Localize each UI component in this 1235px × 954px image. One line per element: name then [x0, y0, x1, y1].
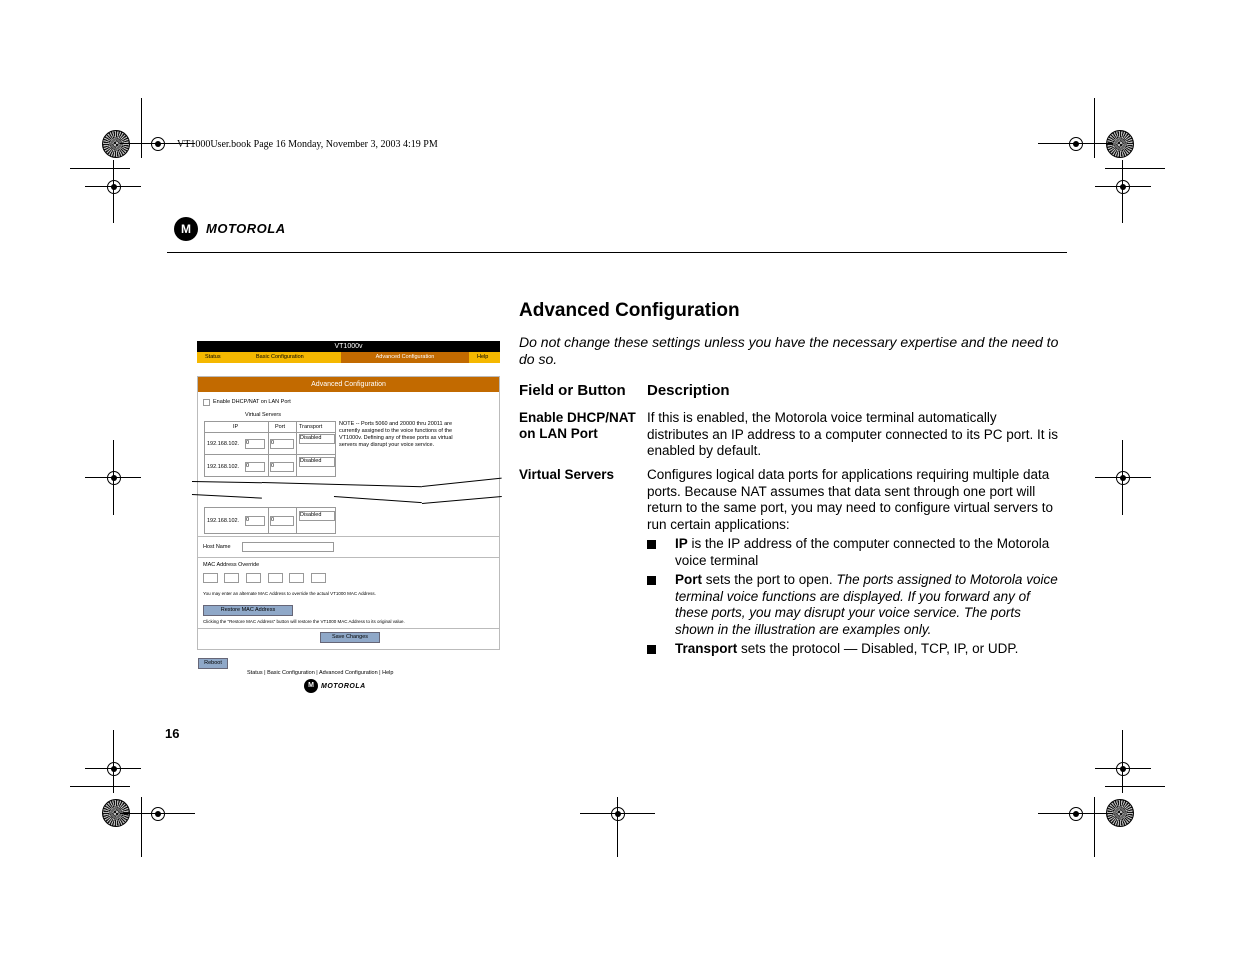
restore-help-text: Clicking the "Restore MAC Address" button will restore the VT1000 MAC Address to its original value. [203, 619, 405, 624]
ip-prefix: 192.168.102. [207, 441, 240, 447]
transport-select[interactable]: Disabled [299, 511, 335, 521]
device-title-bar: VT1000v [197, 341, 500, 352]
page-title: Advanced Configuration [519, 300, 740, 321]
panel-title: Advanced Configuration [198, 377, 499, 392]
port-input[interactable]: 0 [270, 462, 294, 472]
registration-mark-icon [1116, 471, 1130, 485]
header-divider [167, 252, 1067, 253]
ip-prefix: 192.168.102. [207, 518, 240, 524]
host-name-input[interactable] [242, 542, 334, 552]
col-ip: IP [233, 424, 239, 430]
host-name-label: Host Name [203, 544, 231, 550]
desc-enable-dhcp: If this is enabled, the Motorola voice terminal automatically distributes an IP address to a computer connected to its PC port. It is enabled by default. [647, 410, 1058, 458]
col-port: Port [275, 424, 286, 430]
book-header-line: VT1000User.book Page 16 Monday, November 3, 2003 4:19 PM [177, 139, 438, 150]
bullet-square-icon [647, 576, 656, 585]
registration-mark-icon [151, 137, 165, 151]
ip-input[interactable]: 0 [245, 439, 265, 449]
footer-links[interactable]: Status | Basic Configuration | Advanced Configuration | Help [247, 670, 394, 676]
registration-mark-icon [1116, 180, 1130, 194]
ip-input[interactable]: 0 [245, 516, 265, 526]
registration-mark-icon [107, 471, 121, 485]
transport-select[interactable]: Disabled [299, 457, 335, 467]
footer-brand: MOTOROLA [321, 683, 366, 690]
nav-help[interactable]: Help [477, 354, 489, 360]
config-screenshot [197, 333, 500, 698]
dhcp-label: Enable DHCP/NAT on LAN Port [213, 399, 291, 405]
page-number: 16 [165, 726, 180, 741]
advanced-config-panel [197, 376, 500, 650]
dhcp-checkbox[interactable] [203, 399, 210, 406]
mac-override-label: MAC Address Override [203, 562, 260, 568]
mac-help-text: You may enter an alternate MAC Address to override the actual VT1000 MAC Address. [203, 591, 376, 596]
mac-octet-input[interactable] [268, 573, 283, 583]
brand-name: MOTOROLA [206, 221, 286, 236]
mac-octet-input[interactable] [311, 573, 326, 583]
save-changes-button[interactable]: Save Changes [320, 632, 380, 643]
column-header-description: Description [647, 382, 730, 399]
field-enable-dhcp: Enable DHCP/NAT on LAN Port [519, 410, 636, 441]
port-input[interactable]: 0 [270, 516, 294, 526]
bullet-square-icon [647, 540, 656, 549]
field-virtual-servers: Virtual Servers [519, 467, 615, 482]
registration-mark-icon [1116, 762, 1130, 776]
registration-mark-icon [107, 180, 121, 194]
registration-star-icon [1106, 130, 1134, 158]
registration-mark-icon [611, 807, 625, 821]
mac-octet-input[interactable] [289, 573, 304, 583]
intro-text: Do not change these settings unless you have the necessary expertise and the need to do so. [519, 334, 1059, 367]
col-transport: Transport [299, 424, 323, 430]
restore-mac-button[interactable]: Restore MAC Address [203, 605, 293, 616]
mac-octet-input[interactable] [203, 573, 218, 583]
ports-note: NOTE -- Ports 5060 and 20000 thru 20011 are currently assigned to the voice functions of the VT1000v. Defining any of these ports as virtual servers may disrupt your voice service. [339, 421, 453, 448]
reboot-button[interactable]: Reboot [198, 658, 228, 669]
mac-octet-input[interactable] [246, 573, 261, 583]
registration-star-icon [102, 130, 130, 158]
registration-mark-icon [151, 807, 165, 821]
screenshot-nav [197, 352, 500, 363]
registration-mark-icon [107, 762, 121, 776]
registration-mark-icon [1069, 137, 1083, 151]
footer-motorola-logo-icon: M [304, 679, 318, 693]
port-input[interactable]: 0 [270, 439, 294, 449]
registration-mark-icon [1069, 807, 1083, 821]
mac-octet-input[interactable] [224, 573, 239, 583]
motorola-logo-icon: M [174, 217, 198, 241]
bullet-square-icon [647, 645, 656, 654]
virtual-servers-label: Virtual Servers [245, 412, 281, 418]
transport-select[interactable]: Disabled [299, 434, 335, 444]
nav-status[interactable]: Status [205, 354, 221, 360]
nav-advanced-configuration[interactable]: Advanced Configuration [341, 352, 469, 363]
nav-basic-configuration[interactable]: Basic Configuration [256, 354, 304, 360]
ip-input[interactable]: 0 [245, 462, 265, 472]
column-header-field: Field or Button [519, 382, 626, 399]
ip-prefix: 192.168.102. [207, 464, 240, 470]
desc-virtual-servers: Configures logical data ports for applications requiring multiple data ports. Because NAT assumes that data sent through one port will return to the same port, you may need to configure virtual servers to run certain applications: [647, 467, 1053, 532]
